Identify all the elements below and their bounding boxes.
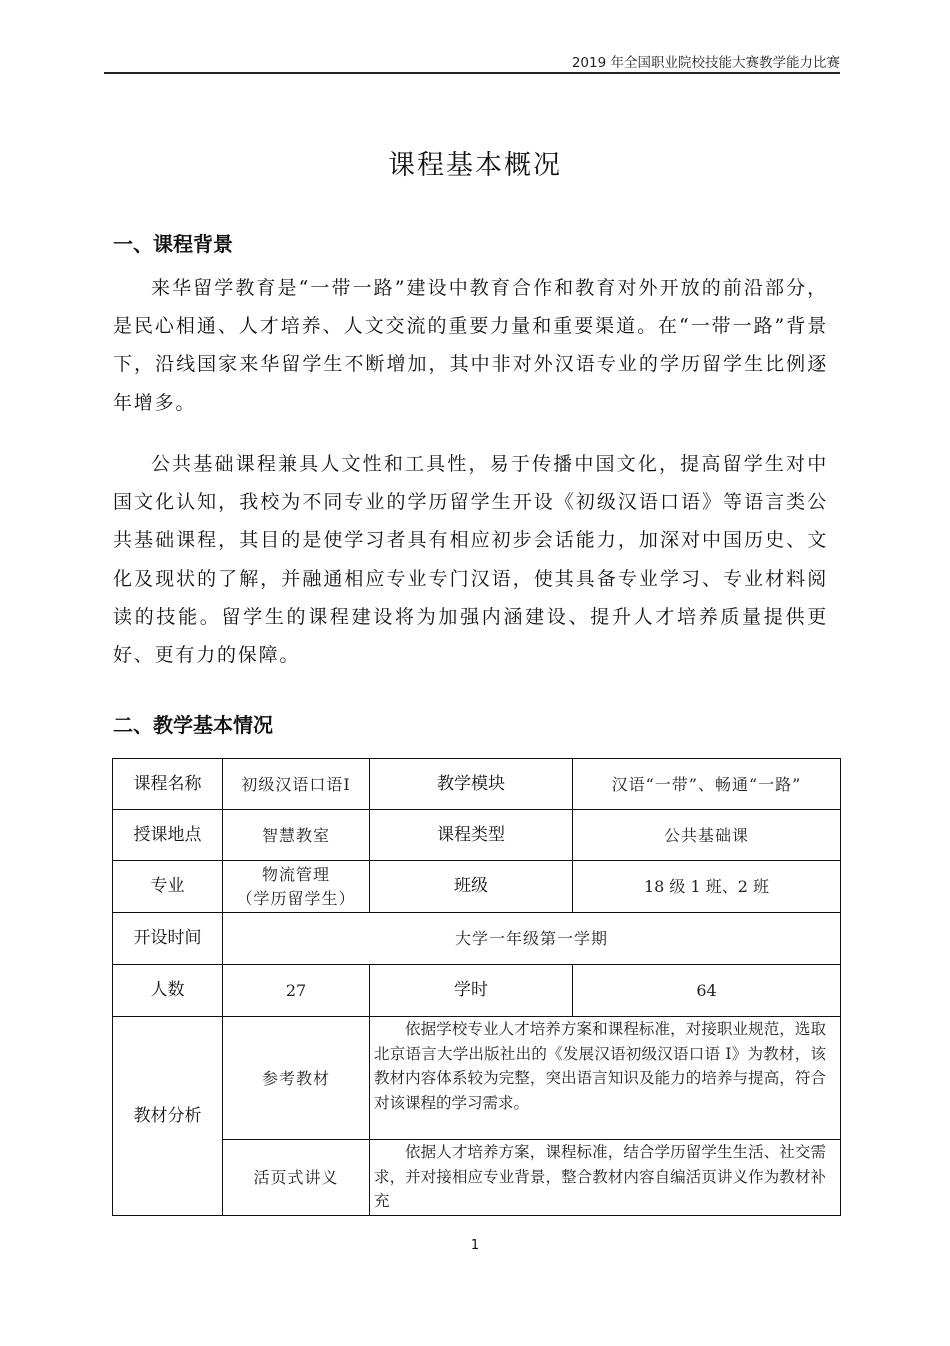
- reference-textbook-desc: 依据学校专业人才培养方案和课程标准，对接职业规范，选取北京语言大学出版社出的《发展汉语初级汉语口语 Ⅰ》为教材，该教材内容体系较为完整，突出语言知识及能力的培养与提高，符合对该课程的学习需求。: [370, 1017, 841, 1140]
- materials-analysis-label: 教材分析: [113, 1017, 223, 1216]
- term-label: 开设时间: [113, 913, 223, 965]
- major-line-1: 物流管理: [261, 864, 330, 884]
- table-row: [113, 1017, 841, 1140]
- running-header: 2019 年全国职业院校技能大赛教学能力比赛: [104, 55, 840, 74]
- hours-value: 64: [573, 965, 841, 1017]
- class-value: 18 级 1 班、2 班: [573, 861, 841, 913]
- loose-leaf-handout-label: 活页式讲义: [223, 1140, 370, 1216]
- term-value: 大学一年级第一学期: [223, 913, 841, 965]
- course-info-table: [112, 758, 841, 1216]
- major-value: [223, 861, 370, 913]
- location-label: 授课地点: [113, 810, 223, 861]
- major-line-2: （学历留学生）: [236, 888, 356, 908]
- loose-leaf-handout-desc: 依据人才培养方案，课程标准，结合学历留学生生活、社交需求，并对接相应专业背景，整合教材内容自编活页讲义作为教材补充: [370, 1140, 841, 1216]
- class-label: 班级: [370, 861, 573, 913]
- page-title: 课程基本概况: [388, 150, 562, 181]
- paragraph-background-2: 公共基础课程兼具人文性和工具性，易于传播中国文化，提高留学生对中国文化认知，我校为不同专业的学历留学生开设《初级汉语口语》等语言类公共基础课程，其目的是使学习者具有相应初步会话能力，加深对中国历史、文化及现状的了解，并融通相应专业专门汉语，使其具备专业学习、专业材料阅读的技能。留学生的课程建设将为加强内涵建设、提升人才培养质量提供更好、更有力的保障。: [113, 453, 828, 667]
- module-label: 教学模块: [370, 759, 573, 810]
- table-row: [113, 1140, 841, 1216]
- table-row: [113, 759, 841, 810]
- module-value: 汉语“一带”、畅通“一路”: [573, 759, 841, 810]
- paragraph-background-1: 来华留学教育是“一带一路”建设中教育合作和教育对外开放的前沿部分，是民心相通、人才培养、人文交流的重要力量和重要渠道。在“一带一路”背景下，沿线国家来华留学生不断增加，其中非对外汉语专业的学历留学生比例逐年增多。: [113, 277, 828, 414]
- hours-label: 学时: [370, 965, 573, 1017]
- course-type-label: 课程类型: [370, 810, 573, 861]
- student-count-value: 27: [223, 965, 370, 1017]
- table-row: [113, 965, 841, 1017]
- table-row: [113, 810, 841, 861]
- reference-textbook-label: 参考教材: [223, 1017, 370, 1140]
- table-row: [113, 913, 841, 965]
- section-heading-background: 一、课程背景: [113, 232, 233, 256]
- page-number: 1: [470, 1238, 480, 1253]
- section-heading-teaching-info: 二、教学基本情况: [113, 713, 273, 737]
- course-name-label: 课程名称: [113, 759, 223, 810]
- major-label: 专业: [113, 861, 223, 913]
- course-name-value: 初级汉语口语Ⅰ: [223, 759, 370, 810]
- course-type-value: 公共基础课: [573, 810, 841, 861]
- table-row: [113, 861, 841, 913]
- location-value: 智慧教室: [223, 810, 370, 861]
- student-count-label: 人数: [113, 965, 223, 1017]
